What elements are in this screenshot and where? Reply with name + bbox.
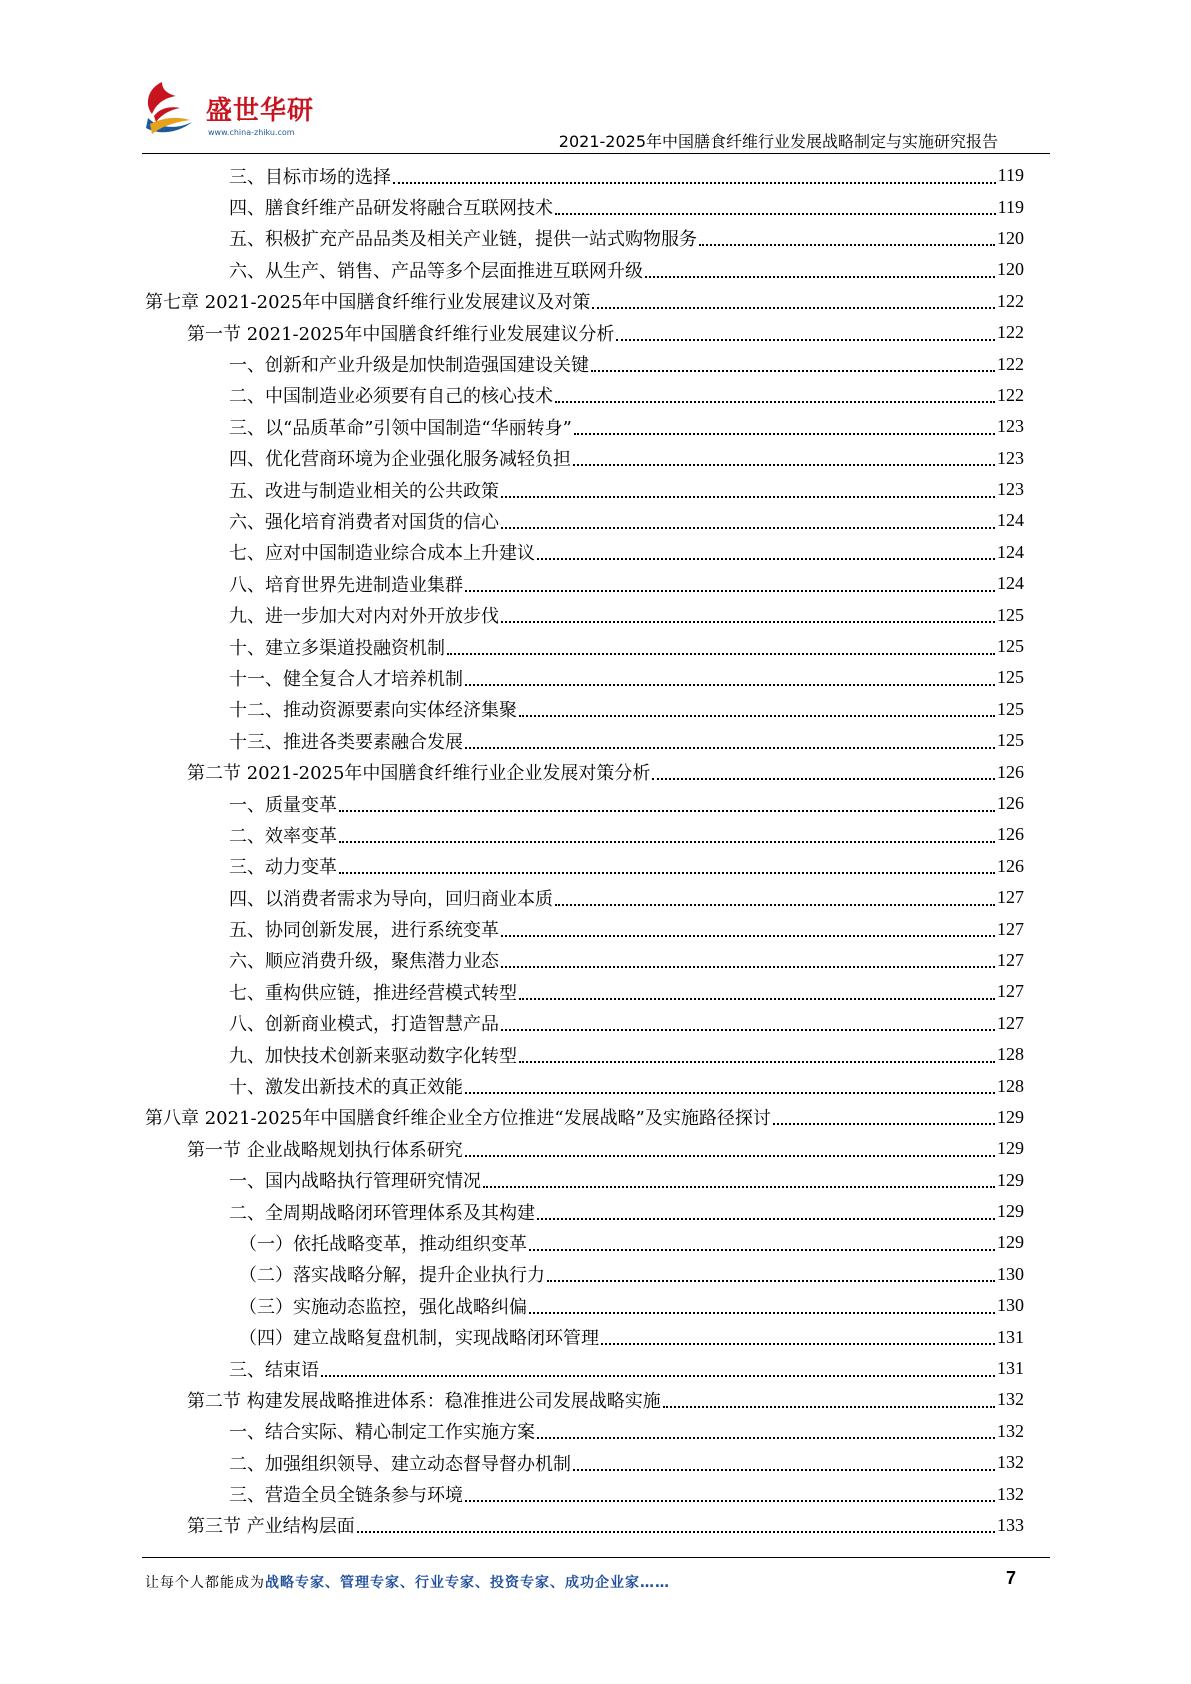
toc-entry-title: 十、激发出新技术的真正效能 bbox=[229, 1077, 463, 1099]
toc-leader-dots bbox=[501, 966, 995, 968]
toc-leader-dots bbox=[501, 527, 995, 529]
toc-entry[interactable] bbox=[145, 756, 1024, 787]
toc-entry-title: 二、效率变革 bbox=[229, 825, 337, 847]
toc-entry[interactable] bbox=[145, 474, 1024, 505]
report-title: 2021-2025年中国膳食纤维行业发展战略制定与实施研究报告 bbox=[558, 132, 998, 151]
toc-entry-title: 七、重构供应链，推进经营模式转型 bbox=[229, 982, 517, 1004]
toc-entry-page: 124 bbox=[997, 541, 1024, 562]
toc-leader-dots bbox=[447, 653, 995, 655]
toc-entry-title: （三）实施动态监控，强化战略纠偏 bbox=[239, 1296, 527, 1318]
toc-leader-dots bbox=[592, 307, 995, 309]
toc-leader-dots bbox=[529, 1312, 995, 1314]
toc-entry-page: 127 bbox=[997, 918, 1024, 939]
toc-entry-page: 131 bbox=[997, 1326, 1024, 1347]
toc-entry[interactable] bbox=[145, 1447, 1024, 1478]
toc-entry-title: 三、结束语 bbox=[229, 1359, 319, 1381]
toc-leader-dots bbox=[519, 715, 995, 717]
toc-leader-dots bbox=[465, 1092, 995, 1094]
toc-entry-title: 第一节 企业战略规划执行体系研究 bbox=[187, 1139, 463, 1161]
toc-entry-page: 128 bbox=[997, 1044, 1024, 1065]
toc-entry[interactable] bbox=[145, 913, 1024, 944]
toc-entry-title: 三、动力变革 bbox=[229, 857, 337, 879]
toc-entry[interactable] bbox=[145, 1290, 1024, 1321]
toc-entry-page: 124 bbox=[997, 510, 1024, 531]
toc-leader-dots bbox=[529, 1249, 995, 1251]
toc-leader-dots bbox=[465, 1155, 995, 1157]
toc-entry-title: 第一节 2021-2025年中国膳食纤维行业发展建议分析 bbox=[187, 323, 615, 345]
toc-entry-title: 四、膳食纤维产品研发将融合互联网技术 bbox=[229, 198, 553, 220]
toc-entry[interactable] bbox=[145, 1102, 1024, 1133]
toc-entry-page: 122 bbox=[997, 384, 1024, 405]
toc-entry-title: 六、强化培育消费者对国货的信心 bbox=[229, 511, 499, 533]
toc-entry-page: 125 bbox=[997, 667, 1024, 688]
toc-entry[interactable] bbox=[145, 819, 1024, 850]
toc-entry[interactable] bbox=[145, 505, 1024, 536]
toc-leader-dots bbox=[555, 213, 996, 215]
toc-entry-page: 125 bbox=[997, 604, 1024, 625]
toc-entry-title: 九、加快技术创新来驱动数字化转型 bbox=[229, 1045, 517, 1067]
toc-entry-page: 127 bbox=[997, 981, 1024, 1002]
toc-entry-page: 127 bbox=[997, 949, 1024, 970]
footer-slogan bbox=[145, 1572, 670, 1592]
toc-leader-dots bbox=[616, 339, 995, 341]
toc-entry-title: （一）依托战略变革，推动组织变革 bbox=[239, 1233, 527, 1255]
toc-entry-title: 六、顺应消费升级，聚焦潜力业态 bbox=[229, 951, 499, 973]
toc-entry-title: 十三、推进各类要素融合发展 bbox=[229, 731, 463, 753]
toc-entry[interactable] bbox=[145, 1478, 1024, 1509]
toc-leader-dots bbox=[555, 401, 995, 403]
toc-entry-page: 130 bbox=[997, 1295, 1024, 1316]
toc-entry[interactable] bbox=[145, 317, 1024, 348]
toc-entry-title: 第二节 构建发展战略推进体系：稳准推进公司发展战略实施 bbox=[187, 1390, 661, 1412]
toc-entry[interactable] bbox=[145, 1510, 1024, 1541]
toc-entry-title: 一、国内战略执行管理研究情况 bbox=[229, 1171, 481, 1193]
table-of-contents bbox=[145, 160, 1024, 1541]
toc-entry-title: 一、结合实际、精心制定工作实施方案 bbox=[229, 1422, 535, 1444]
toc-leader-dots bbox=[591, 370, 995, 372]
toc-entry-page: 123 bbox=[997, 416, 1024, 437]
toc-entry-page: 122 bbox=[997, 290, 1024, 311]
toc-entry[interactable] bbox=[145, 1196, 1024, 1227]
toc-entry-title: 第三节 产业结构层面 bbox=[187, 1516, 355, 1538]
toc-entry-page: 132 bbox=[997, 1420, 1024, 1441]
toc-entry-title: 三、以“品质革命”引领中国制造“华丽转身” bbox=[229, 417, 572, 439]
toc-leader-dots bbox=[663, 1406, 995, 1408]
toc-leader-dots bbox=[339, 872, 995, 874]
toc-entry-page: 130 bbox=[997, 1263, 1024, 1284]
toc-entry[interactable] bbox=[145, 286, 1024, 317]
toc-entry[interactable] bbox=[145, 1384, 1024, 1415]
toc-entry-title: 十、建立多渠道投融资机制 bbox=[229, 637, 445, 659]
toc-entry-title: 三、营造全员全链条参与环境 bbox=[229, 1485, 463, 1507]
toc-entry[interactable] bbox=[145, 1259, 1024, 1290]
toc-entry-page: 126 bbox=[997, 824, 1024, 845]
toc-leader-dots bbox=[537, 1218, 995, 1220]
toc-entry-title: 十二、推动资源要素向实体经济集聚 bbox=[229, 700, 517, 722]
toc-entry-page: 125 bbox=[997, 698, 1024, 719]
toc-leader-dots bbox=[773, 1123, 995, 1125]
toc-entry-page: 129 bbox=[997, 1169, 1024, 1190]
toc-entry-page: 124 bbox=[997, 573, 1024, 594]
toc-leader-dots bbox=[519, 998, 995, 1000]
toc-entry-page: 120 bbox=[997, 227, 1024, 248]
toc-leader-dots bbox=[357, 1531, 995, 1533]
toc-entry[interactable] bbox=[145, 254, 1024, 285]
toc-entry[interactable] bbox=[145, 1165, 1024, 1196]
toc-entry-title: 第二节 2021-2025年中国膳食纤维行业企业发展对策分析 bbox=[187, 763, 651, 785]
toc-entry-title: 四、优化营商环境为企业强化服务减轻负担 bbox=[229, 449, 571, 471]
toc-leader-dots bbox=[501, 621, 995, 623]
toc-entry-title: 一、质量变革 bbox=[229, 794, 337, 816]
toc-entry-title: 二、中国制造业必须要有自己的核心技术 bbox=[229, 386, 553, 408]
toc-leader-dots bbox=[645, 276, 995, 278]
toc-leader-dots bbox=[573, 1469, 995, 1471]
toc-entry[interactable] bbox=[145, 223, 1024, 254]
toc-entry-title: 七、应对中国制造业综合成本上升建议 bbox=[229, 543, 535, 565]
toc-entry[interactable] bbox=[145, 160, 1024, 191]
toc-entry-title: （四）建立战略复盘机制，实现战略闭环管理 bbox=[239, 1328, 599, 1350]
toc-entry[interactable] bbox=[145, 1070, 1024, 1101]
toc-leader-dots bbox=[339, 810, 995, 812]
toc-leader-dots bbox=[519, 1061, 995, 1063]
toc-entry[interactable] bbox=[145, 1008, 1024, 1039]
logo-url: www.china-zhiku.com bbox=[208, 128, 295, 137]
toc-entry-title: 八、创新商业模式，打造智慧产品 bbox=[229, 1014, 499, 1036]
toc-entry-page: 133 bbox=[997, 1514, 1024, 1535]
toc-entry[interactable] bbox=[145, 380, 1024, 411]
toc-leader-dots bbox=[501, 496, 995, 498]
toc-entry[interactable] bbox=[145, 631, 1024, 662]
toc-entry-title: 第七章 2021-2025年中国膳食纤维行业发展建议及对策 bbox=[145, 292, 591, 314]
toc-entry-page: 120 bbox=[997, 259, 1024, 280]
toc-leader-dots bbox=[321, 1375, 995, 1377]
toc-entry-page: 132 bbox=[997, 1389, 1024, 1410]
toc-leader-dots bbox=[465, 747, 995, 749]
toc-entry[interactable] bbox=[145, 1133, 1024, 1164]
toc-leader-dots bbox=[574, 433, 995, 435]
toc-entry[interactable] bbox=[145, 662, 1024, 693]
toc-entry-page: 119 bbox=[997, 165, 1024, 186]
toc-entry-page: 122 bbox=[997, 353, 1024, 374]
toc-entry[interactable] bbox=[145, 599, 1024, 630]
company-logo bbox=[140, 78, 320, 148]
toc-entry[interactable] bbox=[145, 537, 1024, 568]
toc-entry[interactable] bbox=[145, 694, 1024, 725]
toc-entry[interactable] bbox=[145, 411, 1024, 442]
toc-entry-title: 五、积极扩充产品品类及相关产业链，提供一站式购物服务 bbox=[229, 229, 697, 251]
toc-entry[interactable] bbox=[145, 976, 1024, 1007]
logo-name: 盛世华研 bbox=[206, 96, 315, 126]
toc-entry-page: 131 bbox=[997, 1358, 1024, 1379]
toc-entry[interactable] bbox=[145, 568, 1024, 599]
toc-entry-title: 九、进一步加大对内对外开放步伐 bbox=[229, 606, 499, 628]
toc-leader-dots bbox=[339, 841, 995, 843]
toc-leader-dots bbox=[483, 1186, 995, 1188]
toc-entry[interactable] bbox=[145, 191, 1024, 222]
header-divider bbox=[142, 153, 1050, 154]
toc-entry-title: 二、加强组织领导、建立动态督导督办机制 bbox=[229, 1453, 571, 1475]
toc-leader-dots bbox=[465, 684, 995, 686]
toc-entry-page: 129 bbox=[997, 1106, 1024, 1127]
toc-entry-page: 123 bbox=[997, 479, 1024, 500]
toc-entry-title: 二、全周期战略闭环管理体系及其构建 bbox=[229, 1202, 535, 1224]
toc-entry-title: （二）落实战略分解，提升企业执行力 bbox=[239, 1265, 545, 1287]
toc-entry-title: 第八章 2021-2025年中国膳食纤维企业全方位推进“发展战略”及实施路径探讨 bbox=[145, 1108, 771, 1130]
toc-entry-page: 132 bbox=[997, 1452, 1024, 1473]
footer-divider bbox=[142, 1557, 1050, 1558]
toc-leader-dots bbox=[501, 935, 995, 937]
toc-leader-dots bbox=[537, 558, 995, 560]
toc-entry[interactable] bbox=[145, 1227, 1024, 1258]
toc-entry[interactable] bbox=[145, 1416, 1024, 1447]
toc-leader-dots bbox=[573, 464, 995, 466]
toc-leader-dots bbox=[537, 1437, 995, 1439]
toc-entry[interactable] bbox=[145, 1321, 1024, 1352]
toc-entry-page: 123 bbox=[997, 447, 1024, 468]
toc-entry[interactable] bbox=[145, 443, 1024, 474]
logo-emblem-icon bbox=[140, 78, 210, 148]
toc-entry-page: 126 bbox=[997, 793, 1024, 813]
footer-slogan-prefix: 让每个人都能成为 bbox=[145, 1575, 265, 1591]
toc-entry-page: 125 bbox=[997, 636, 1024, 657]
toc-entry-page: 126 bbox=[997, 855, 1024, 876]
page-header bbox=[0, 0, 1191, 160]
toc-leader-dots bbox=[501, 1029, 995, 1031]
toc-entry-page: 119 bbox=[997, 196, 1024, 217]
toc-entry-page: 129 bbox=[997, 1232, 1024, 1253]
toc-entry-page: 128 bbox=[997, 1075, 1024, 1096]
page-number: 7 bbox=[1006, 1568, 1017, 1588]
toc-entry[interactable] bbox=[145, 945, 1024, 976]
toc-entry[interactable] bbox=[145, 851, 1024, 882]
toc-entry-title: 十一、健全复合人才培养机制 bbox=[229, 668, 463, 690]
toc-leader-dots bbox=[601, 1343, 995, 1345]
toc-entry-title: 五、改进与制造业相关的公共政策 bbox=[229, 480, 499, 502]
toc-entry-title: 八、培育世界先进制造业集群 bbox=[229, 574, 463, 596]
toc-entry-page: 132 bbox=[997, 1483, 1024, 1504]
toc-entry[interactable] bbox=[145, 882, 1024, 913]
toc-entry[interactable] bbox=[145, 1353, 1024, 1384]
toc-entry-title: 四、以消费者需求为导向，回归商业本质 bbox=[229, 888, 553, 910]
toc-entry-title: 六、从生产、销售、产品等多个层面推进互联网升级 bbox=[229, 260, 643, 282]
toc-leader-dots bbox=[547, 1280, 995, 1282]
toc-entry-page: 127 bbox=[997, 1012, 1024, 1033]
toc-leader-dots bbox=[699, 244, 995, 246]
toc-leader-dots bbox=[465, 590, 995, 592]
footer-slogan-highlight: 战略专家、管理专家、行业专家、投资专家、成功企业家…… bbox=[265, 1575, 670, 1591]
toc-entry-page: 125 bbox=[997, 730, 1024, 751]
toc-entry-page: 122 bbox=[997, 322, 1024, 343]
toc-entry-page: 129 bbox=[997, 1201, 1024, 1222]
toc-entry-title: 五、协同创新发展，进行系统变革 bbox=[229, 920, 499, 942]
toc-entry-title: 三、目标市场的选择 bbox=[229, 166, 391, 188]
toc-entry[interactable] bbox=[145, 1039, 1024, 1070]
toc-entry-page: 129 bbox=[997, 1138, 1024, 1159]
toc-entry[interactable] bbox=[145, 788, 1024, 819]
toc-entry-page: 127 bbox=[997, 887, 1024, 908]
toc-entry-title: 一、创新和产业升级是加快制造强国建设关键 bbox=[229, 355, 589, 377]
toc-entry[interactable] bbox=[145, 348, 1024, 379]
toc-leader-dots bbox=[393, 182, 996, 184]
toc-entry[interactable] bbox=[145, 725, 1024, 756]
toc-leader-dots bbox=[555, 904, 995, 906]
toc-entry-page: 126 bbox=[997, 761, 1024, 782]
toc-leader-dots bbox=[465, 1500, 995, 1502]
toc-leader-dots bbox=[652, 778, 995, 780]
